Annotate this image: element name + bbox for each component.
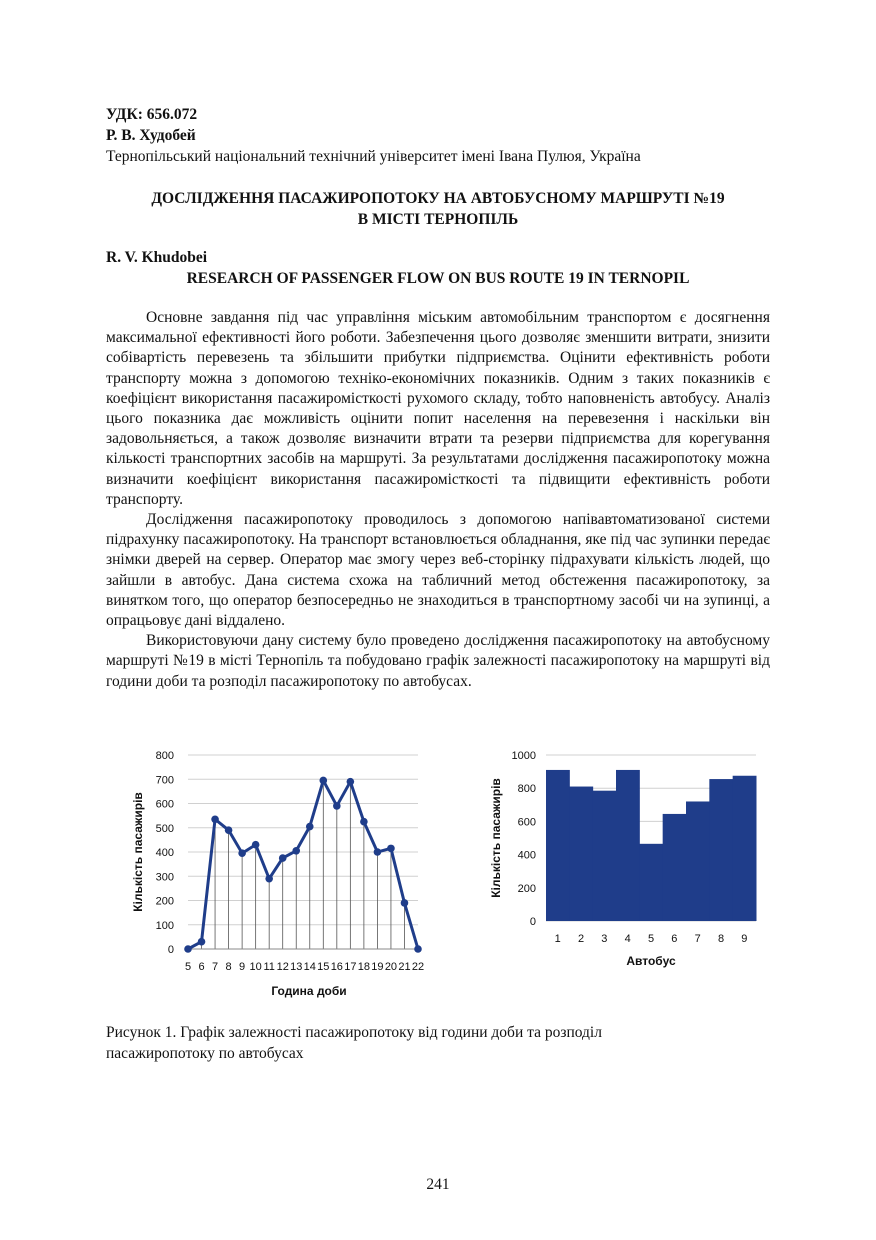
data-point (211, 815, 219, 823)
data-point (347, 778, 355, 786)
y-tick-label: 500 (155, 822, 174, 835)
x-tick-label: 5 (647, 933, 655, 945)
y-tick-label: 400 (517, 849, 536, 862)
bar (616, 770, 640, 921)
title-ua-line1: ДОСЛІДЖЕННЯ ПАСАЖИРОПОТОКУ НА АВТОБУСНОМУ МАРШРУТІ №19 (151, 190, 725, 207)
paragraph-3: Використовуючи дану систему було проведено дослідження пасажиропотоку на автобусному маршруті №19 в місті Тернопіль та побудовано графік залежності пасажиропотоку на маршруті від години доби та розподіл пасажиропотоку по автобусах. (106, 632, 770, 690)
x-tick-label: 8 (225, 961, 232, 973)
y-tick-label: 1000 (511, 750, 536, 762)
title-en: RESEARCH OF PASSENGER FLOW ON BUS ROUTE 19 IN TERNOPIL (186, 270, 690, 287)
y-tick-label: 600 (155, 798, 174, 811)
x-tick-label: 18 (357, 961, 371, 973)
x-tick-label: 13 (290, 961, 303, 973)
x-tick-label: 4 (624, 933, 631, 945)
y-tick-label: 800 (517, 783, 536, 796)
x-axis-title: Автобус (626, 954, 676, 968)
data-point (401, 899, 409, 907)
x-tick-label: 1 (554, 933, 561, 945)
series-line (188, 780, 418, 949)
bar (686, 801, 710, 921)
data-point (225, 826, 233, 834)
y-tick-label: 200 (517, 882, 536, 895)
data-point (198, 938, 206, 946)
y-tick-label: 0 (529, 916, 536, 928)
paragraph-2: Дослідження пасажиропотоку проводилось з допомогою напівавтоматизованої системи підрахунку пасажиропотоку. На транспорт встановлюється обладнання, яке під час зупинки передає знімки дверей на сервер. Оператор має змогу через веб-сторінку підрахувати кількість людей, що зайшли в автобус. Дана система схожа на табличний метод обстеження пасажиропотоку, за винятком того, що оператор безпосередньо не знаходиться в транспортному засобі чи на зупинці, а опрацьовує дані віддалено. (106, 511, 770, 630)
x-tick-label: 14 (303, 961, 316, 973)
bar (639, 844, 663, 921)
bar (709, 779, 733, 921)
x-tick-label: 15 (317, 961, 330, 973)
udk-code: УДК: 656.072 (106, 106, 198, 123)
x-tick-label: 21 (398, 961, 411, 973)
bar (593, 791, 617, 921)
bar (546, 770, 570, 921)
x-tick-label: 19 (371, 961, 384, 973)
y-tick-label: 100 (155, 919, 174, 932)
y-axis-title: Кількість пасажирів (131, 792, 145, 912)
figure-caption (106, 1022, 770, 1064)
data-point (306, 823, 314, 831)
x-tick-label: 6 (671, 933, 678, 945)
y-tick-label: 200 (155, 895, 174, 908)
x-tick-label: 11 (263, 961, 275, 973)
bar (733, 776, 757, 921)
x-tick-label: 7 (694, 933, 701, 945)
line-chart-hourly (120, 742, 440, 1004)
y-tick-label: 800 (155, 750, 174, 762)
x-tick-label: 17 (344, 961, 357, 973)
paper-header (106, 104, 770, 167)
title-ua (106, 188, 770, 230)
affiliation: Тернопільський національний технічний університет імені Івана Пулюя, Україна (106, 148, 641, 165)
x-tick-label: 5 (184, 961, 192, 973)
y-tick-label: 0 (167, 944, 174, 956)
caption-line1: Рисунок 1. Графік залежності пасажиропотоку від години доби та розподіл (106, 1024, 602, 1041)
author-ua: Р. В. Худобей (106, 127, 196, 144)
y-axis-title: Кількість пасажирів (489, 778, 503, 898)
y-tick-label: 400 (155, 847, 174, 859)
x-tick-label: 8 (717, 933, 725, 945)
page-number: 241 (426, 1176, 450, 1193)
x-tick-label: 9 (741, 933, 748, 945)
data-point (414, 945, 422, 953)
data-point (252, 841, 260, 849)
body-text (106, 308, 770, 692)
x-tick-label: 7 (211, 961, 219, 973)
data-point (184, 945, 192, 953)
data-point (333, 802, 341, 810)
x-tick-label: 16 (330, 961, 343, 973)
x-tick-label: 20 (384, 961, 398, 973)
x-tick-label: 6 (198, 961, 205, 973)
bar (569, 787, 593, 921)
data-point (265, 875, 273, 883)
x-tick-label: 9 (239, 961, 246, 973)
bar-chart-buses (480, 742, 770, 982)
x-tick-label: 12 (276, 961, 289, 973)
data-point (387, 845, 395, 853)
data-point (319, 777, 327, 785)
x-tick-label: 22 (411, 961, 425, 973)
x-tick-label: 10 (249, 961, 262, 973)
data-point (292, 847, 300, 855)
bar (663, 814, 687, 921)
title-ua-line2: В МІСТІ ТЕРНОПІЛЬ (357, 211, 519, 228)
y-tick-label: 700 (155, 774, 174, 787)
data-point (360, 818, 368, 826)
data-point (279, 854, 287, 862)
data-point (238, 849, 246, 857)
x-tick-label: 2 (577, 933, 585, 945)
caption-line2: пасажиропотоку по автобусах (106, 1045, 304, 1062)
author-en: R. V. Khudobei (106, 249, 208, 266)
y-tick-label: 600 (517, 816, 536, 829)
y-tick-label: 300 (155, 871, 174, 884)
paragraph-1: Основне завдання під час управління міським автомобільним транспортом є досягнення максимальної ефективності його роботи. Забезпечення цього дозволяє зменшити витрати, знизити собівартість перевезень та збільшити прибутки підприємства. Оцінити ефективність роботи транспорту можна з допомогою техніко-економічних показників. Одним з таких показників є коефіцієнт використання пасажиромісткості рухомого складу, тобто наповненість автобусу. Аналіз цього показника дає можливість оцінити попит населення на перевезення і наскільки він задовольняється, а також дозволяє визначити втрати та резерви підприємства для корегування кількості транспортних засобів на маршруті. За результатами дослідження пасажиропотоку можна визначити коефіцієнт використання пасажиромісткості та підвищити ефективність роботи транспорту. (106, 309, 770, 508)
x-axis-title: Година доби (271, 984, 347, 998)
x-tick-label: 3 (601, 933, 608, 945)
data-point (374, 848, 382, 856)
